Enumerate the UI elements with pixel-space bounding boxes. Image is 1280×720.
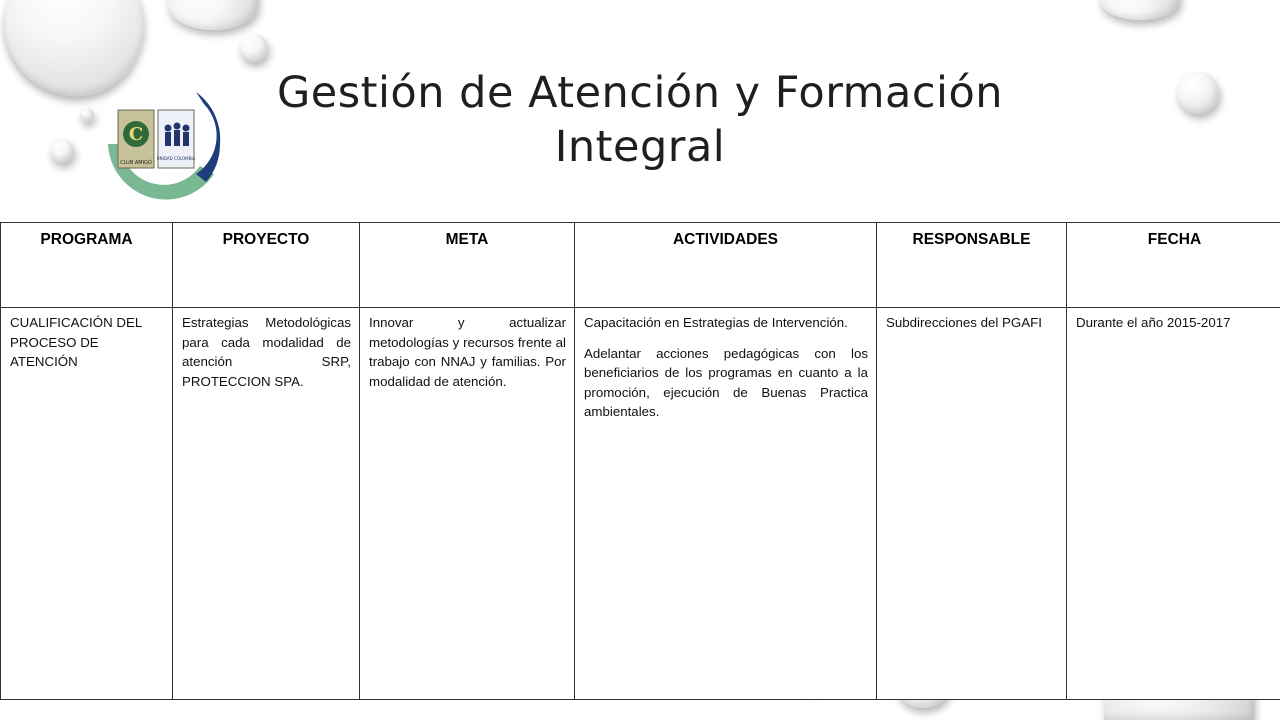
- water-drop-decoration: [80, 108, 94, 122]
- header-responsable: RESPONSABLE: [877, 223, 1067, 308]
- cell-fecha: Durante el año 2015-2017: [1067, 308, 1280, 700]
- cell-meta: Innovar y actualizar metodologías y recursos frente al trabajo con NNAJ y familias. Por modalidad de atención.: [360, 308, 575, 700]
- svg-text:UNIDAD COLOMBIA: UNIDAD COLOMBIA: [156, 156, 196, 161]
- water-drop-decoration: [240, 34, 268, 62]
- header-programa: PROGRAMA: [1, 223, 173, 308]
- cell-programa: CUALIFICACIÓN DEL PROCESO DE ATENCIÓN: [1, 308, 173, 700]
- water-drop-decoration: [1177, 72, 1219, 114]
- cell-responsable: Subdirecciones del PGAFI: [877, 308, 1067, 700]
- plan-table: [0, 222, 1280, 700]
- water-drop-decoration: [1100, 0, 1180, 20]
- header-fecha: FECHA: [1067, 223, 1280, 308]
- header-actividades: ACTIVIDADES: [575, 223, 877, 308]
- club-amigo-logo: [96, 84, 226, 214]
- cell-actividades: [575, 308, 877, 700]
- actividad-item: Capacitación en Estrategias de Intervención.: [584, 315, 848, 330]
- page-title: Gestión de Atención y Formación Integral: [276, 68, 1004, 172]
- actividad-item: Adelantar acciones pedagógicas con los beneficiarios de los programas en cuanto a la promoción, ejecución de Buenas Practica ambientales.: [584, 345, 868, 419]
- header-proyecto: PROYECTO: [173, 223, 360, 308]
- water-drop-decoration: [168, 0, 258, 30]
- water-drop-decoration: [50, 139, 74, 163]
- header-meta: META: [360, 223, 575, 308]
- svg-text:C: C: [128, 124, 144, 145]
- table-row: [1, 308, 1280, 700]
- svg-text:CLUB AMIGÓ: CLUB AMIGÓ: [120, 160, 152, 166]
- cell-proyecto: Estrategias Metodológicas para cada modalidad de atención SRP, PROTECCION SPA.: [173, 308, 360, 700]
- table-header-row: [1, 223, 1280, 308]
